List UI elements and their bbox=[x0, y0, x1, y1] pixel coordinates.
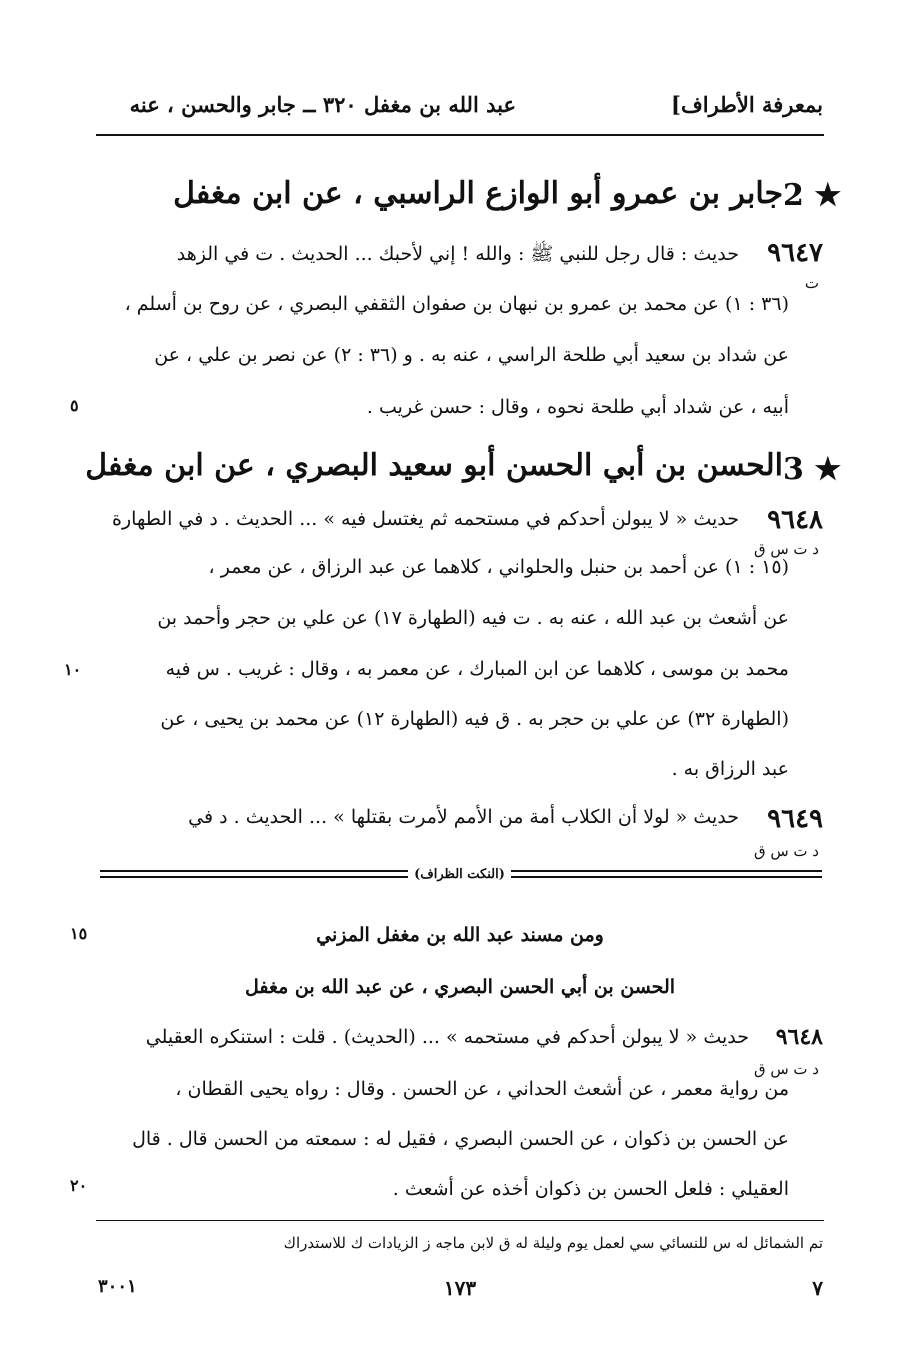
hadith-9647-line-3: عن شداد بن سعيد أبي طلحة الراسي ، عنه به . و (٣٦ : ٢) عن نصر بن علي ، عن bbox=[154, 344, 789, 366]
footer-rule bbox=[96, 1220, 824, 1221]
hadith-9648-line-5: (الطهارة ٣٢) عن علي بن حجر به . ق فيه (الطهارة ١٢) عن محمد بن يحيى ، عن bbox=[160, 708, 789, 730]
hadith-9648-line-2: (١٥ : ١) عن أحمد بن حنبل والحلواني ، كلاهما عن عبد الرزاق ، عن معمر ، bbox=[208, 556, 789, 578]
footer-code: ٣٠٠١ bbox=[98, 1276, 137, 1297]
hadith-9647-line-4: أبيه ، عن شداد أبي طلحة نحوه ، وقال : حسن غريب . bbox=[366, 396, 789, 418]
hadith-9648-line-4: محمد بن موسى ، كلاهما عن ابن المبارك ، عن معمر به ، وقال : غريب . س فيه bbox=[165, 658, 789, 680]
nukat-heading-1: ومن مسند عبد الله بن مغفل المزني bbox=[316, 924, 604, 946]
hadith-number-9647: ٩٦٤٧ bbox=[767, 238, 823, 268]
hadith-9649-sigla: د ت س ق bbox=[753, 842, 819, 860]
hadith-9648-sigla: د ت س ق bbox=[753, 540, 819, 558]
footer-abbreviations: تم الشمائل له س للنسائي سي لعمل يوم وليلة له ق لابن ماجه ز الزيادات ك للاستدراك bbox=[283, 1234, 823, 1252]
hadith-9648-line-3: عن أشعث بن عبد الله ، عنه به . ت فيه (الطهارة ١٧) عن علي بن حجر وأحمد بن bbox=[157, 607, 789, 629]
hadith-9648-line-1: حديث « لا يبولن أحدكم في مستحمه ثم يغتسل فيه » ... الحديث . د في الطهارة bbox=[112, 508, 739, 530]
hadith-9647-sigla: ت bbox=[804, 274, 819, 292]
line-number-15: ١٥ bbox=[70, 924, 88, 943]
section-marker-3: 3 ★ bbox=[783, 452, 842, 487]
page-number: ١٧٣ bbox=[443, 1276, 477, 1300]
section-marker-2: 2 ★ bbox=[783, 178, 842, 213]
hadith-9647-line-2: (٣٦ : ١) عن محمد بن عمرو بن نبهان بن صفوان الثقفي البصري ، عن روح بن أسلم ، bbox=[124, 293, 789, 315]
line-number-10: ١٠ bbox=[64, 660, 82, 679]
nukat-sigla: د ت س ق bbox=[753, 1060, 819, 1078]
footer-volume-number: ٧ bbox=[812, 1276, 823, 1300]
hadith-9648-line-6: عبد الرزاق به . bbox=[671, 758, 789, 780]
nukat-heading-2: الحسن بن أبي الحسن البصري ، عن عبد الله بن مغفل bbox=[244, 976, 676, 998]
separator-label: (النكت الظراف) bbox=[408, 867, 511, 882]
hadith-number-9649: ٩٦٤٩ bbox=[767, 804, 823, 834]
nukat-hadith-number: ٩٦٤٨ bbox=[775, 1024, 823, 1050]
nukat-line-3: عن الحسن بن ذكوان ، عن الحسن البصري ، فقيل له : سمعته من الحسن قال . قال bbox=[132, 1128, 789, 1150]
hadith-9649-line-1: حديث « لولا أن الكلاب أمة من الأمم لأمرت بقتلها » ... الحديث . د في bbox=[188, 806, 739, 828]
nukat-line-4: العقيلي : فلعل الحسن بن ذكوان أخذه عن أشعث . bbox=[392, 1178, 789, 1200]
nukat-line-1: حديث « لا يبولن أحدكم في مستحمه » ... (الحديث) . قلت : استنكره العقيلي bbox=[145, 1026, 749, 1048]
line-number-5: ٥ bbox=[70, 396, 79, 415]
separator-label-wrap bbox=[0, 863, 919, 882]
header-right-title: بمعرفة الأطراف] bbox=[671, 92, 823, 117]
hadith-9647-line-1: حديث : قال رجل للنبي ﷺ : والله ! إني لأحبك ... الحديث . ت في الزهد bbox=[176, 243, 739, 265]
header-rule bbox=[96, 134, 824, 136]
section-title-3: الحسن بن أبي الحسن أبو سعيد البصري ، عن ابن مغفل bbox=[85, 448, 783, 483]
header-running-title: عبد الله بن مغفل ٣٢٠ ــ جابر والحسن ، عنه bbox=[129, 92, 516, 117]
line-number-20: ٢٠ bbox=[70, 1176, 88, 1195]
nukat-line-2: من رواية معمر ، عن أشعث الحداني ، عن الحسن . وقال : رواه يحيى القطان ، bbox=[175, 1078, 789, 1100]
section-title-2: جابر بن عمرو أبو الوازع الراسبي ، عن ابن مغفل bbox=[173, 176, 783, 211]
hadith-number-9648: ٩٦٤٨ bbox=[767, 505, 823, 535]
